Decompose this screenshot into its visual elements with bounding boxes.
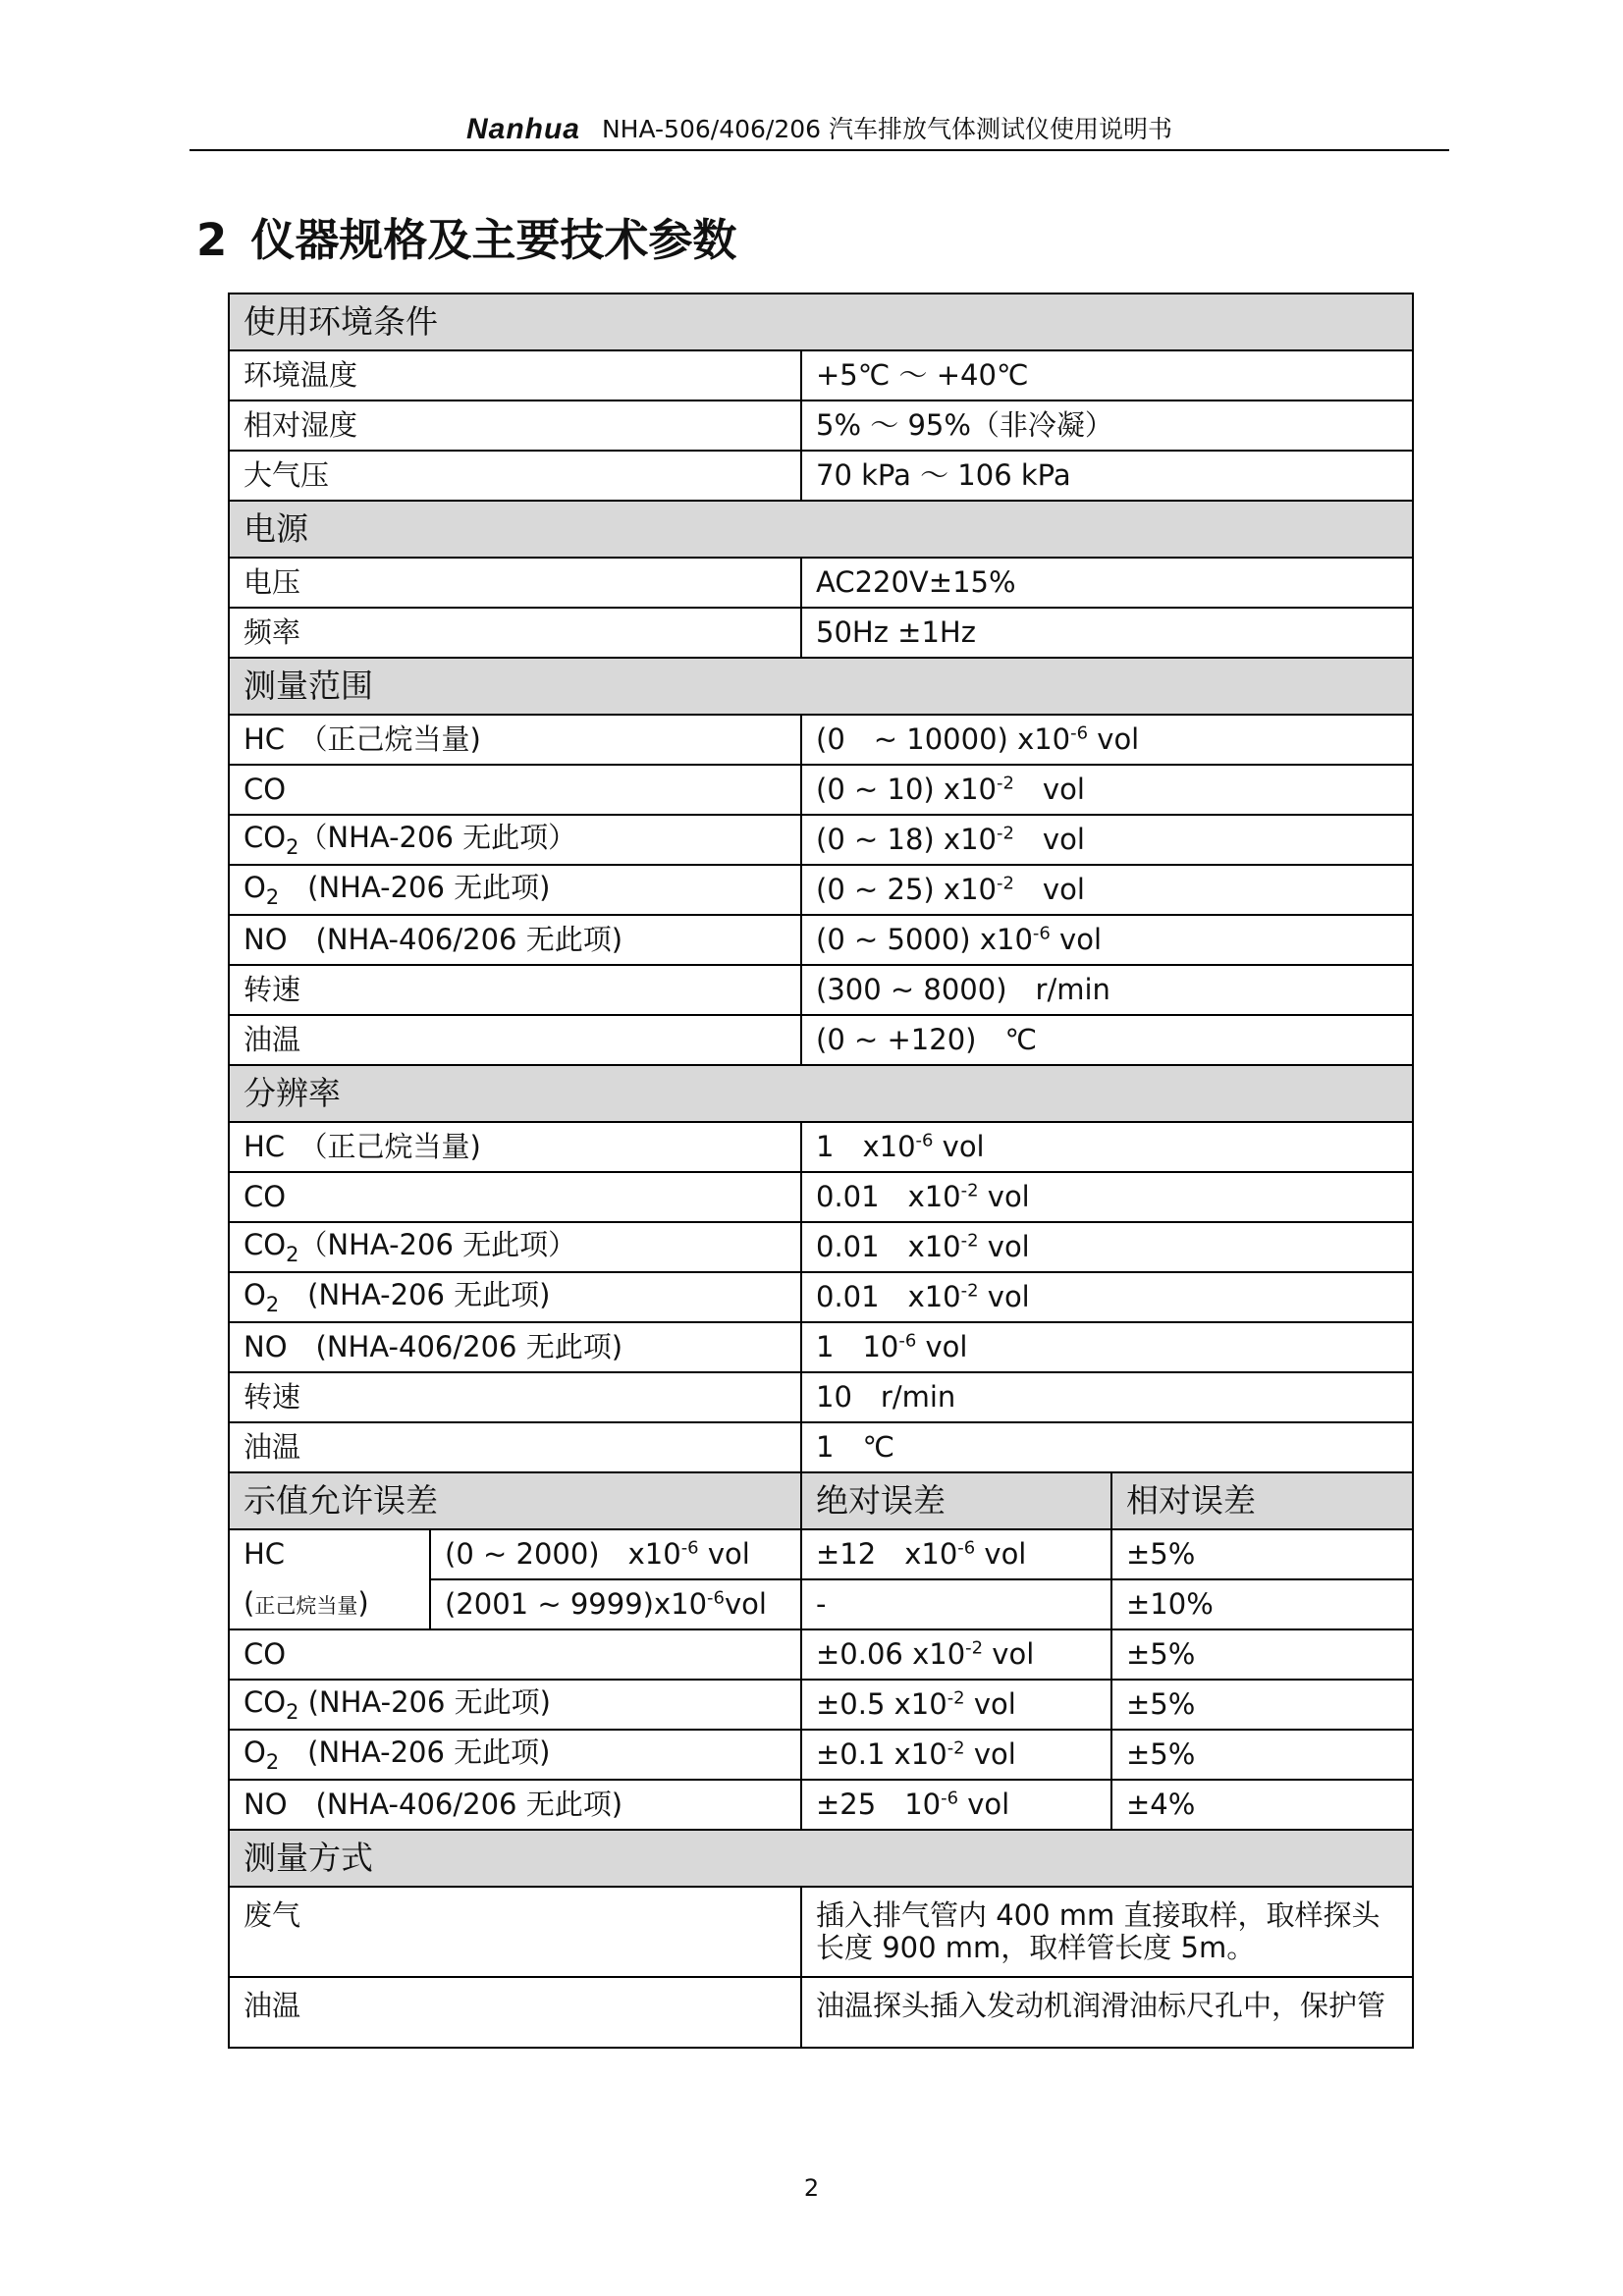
- param-value: 50Hz ±1Hz: [801, 608, 1413, 658]
- param-label: 电压: [229, 558, 801, 608]
- superscript: -2: [960, 1230, 979, 1252]
- param-label: 大气压: [229, 451, 801, 501]
- param-label: $CO_2$ (NHA-206 无此项): [229, 1680, 801, 1730]
- column-header-relative: 相对误差: [1111, 1472, 1413, 1529]
- absolute-error: ±0.06 $x10^{-2}$ vol: [801, 1629, 1111, 1680]
- superscript: -2: [965, 1637, 984, 1659]
- param-value: 10 r/min: [801, 1372, 1413, 1422]
- subscript: 2: [265, 1292, 280, 1316]
- section-title: [196, 211, 736, 270]
- param-value: 5% ～ 95%（非冷凝）: [801, 400, 1413, 451]
- category-row-error: [229, 1472, 1413, 1529]
- page-number: 2: [803, 2174, 820, 2202]
- superscript: -6: [898, 1330, 917, 1352]
- superscript: -2: [997, 823, 1014, 844]
- table-row: [229, 765, 1413, 815]
- absolute-error: ±12 $x10^{-6}$ vol: [801, 1529, 1111, 1579]
- param-label: CO: [229, 765, 801, 815]
- param-label: 油温: [229, 1015, 801, 1065]
- superscript: -2: [997, 873, 1014, 894]
- table-row: [229, 451, 1413, 501]
- param-label: NO (NHA-406/206 无此项): [229, 915, 801, 965]
- param-label: NO (NHA-406/206 无此项): [229, 1780, 801, 1830]
- table-row: [229, 815, 1413, 865]
- nanhua-logo: Nanhua: [465, 113, 580, 145]
- table-row: [229, 1629, 1413, 1680]
- relative-error: ±4%: [1111, 1780, 1413, 1830]
- param-label: 废气: [229, 1887, 801, 1977]
- param-value: 插入排气管内 400 mm 直接取样，取样探头长度 900 mm，取样管长度 5m。: [801, 1887, 1413, 1977]
- category-title: 分辨率: [229, 1065, 1413, 1122]
- param-range: (0 ~ 2000) $x10^{-6}$ vol: [430, 1529, 801, 1579]
- subscript: 2: [265, 1749, 280, 1774]
- param-label: 油温: [229, 1422, 801, 1472]
- table-row: [229, 1579, 1413, 1629]
- param-value: (0 ~ 18) $x10^{-2}$ vol: [801, 815, 1413, 865]
- param-label: 油温: [229, 1977, 801, 2048]
- table-row: [229, 1322, 1413, 1372]
- table-row: [229, 1372, 1413, 1422]
- superscript: -6: [957, 1537, 976, 1559]
- param-label: $CO_2(NHA-206$ 无此项）: [229, 815, 801, 865]
- category-title: 使用环境条件: [229, 294, 1413, 350]
- absolute-error: ±0.5 $x10^{-2}$ vol: [801, 1680, 1111, 1730]
- section-heading: 仪器规格及主要技术参数: [250, 214, 737, 266]
- small-note: 正己烷当量: [254, 1594, 358, 1619]
- table-row: [229, 1680, 1413, 1730]
- param-value: (0 ~ +120) ℃: [801, 1015, 1413, 1065]
- param-value: 1 ℃: [801, 1422, 1413, 1472]
- spec-table: [228, 293, 1414, 2049]
- param-value: AC220V±15%: [801, 558, 1413, 608]
- table-row: [229, 1529, 1413, 1579]
- category-title: 测量范围: [229, 658, 1413, 715]
- absolute-error: ±25 $10^{-6}$ vol: [801, 1780, 1111, 1830]
- absolute-error: -: [801, 1579, 1111, 1629]
- category-title: 测量方式: [229, 1830, 1413, 1887]
- subscript: 2: [286, 1242, 299, 1266]
- table-row: [229, 1272, 1413, 1322]
- table-row: [229, 1730, 1413, 1780]
- table-row: [229, 1222, 1413, 1272]
- table-row: [229, 1780, 1413, 1830]
- category-row-method: [229, 1830, 1413, 1887]
- running-header: [189, 108, 1449, 151]
- category-row-env: [229, 294, 1413, 350]
- param-value: 1 $x10^{-6}$ vol: [801, 1122, 1413, 1172]
- document-title: NHA-506/406/206 汽车排放气体测试仪使用说明书: [601, 115, 1173, 143]
- absolute-error: ±0.1 $x10^{-2}$ vol: [801, 1730, 1111, 1780]
- superscript: -2: [960, 1280, 979, 1302]
- param-label: HC （正己烷当量): [229, 1122, 801, 1172]
- superscript: -2: [960, 1180, 979, 1201]
- relative-error: ±10%: [1111, 1579, 1413, 1629]
- relative-error: ±5%: [1111, 1680, 1413, 1730]
- table-row: [229, 558, 1413, 608]
- param-label: NO (NHA-406/206 无此项): [229, 1322, 801, 1372]
- column-header-absolute: 绝对误差: [801, 1472, 1111, 1529]
- param-label: 频率: [229, 608, 801, 658]
- table-row: [229, 1172, 1413, 1222]
- section-number: 2: [196, 214, 228, 266]
- table-row: [229, 715, 1413, 765]
- category-row-range: [229, 658, 1413, 715]
- subscript: 2: [265, 884, 280, 909]
- param-value: (0 ~ 10000) $x10^{-6}$ vol: [801, 715, 1413, 765]
- param-value: 70 kPa ～ 106 kPa: [801, 451, 1413, 501]
- category-title: 电源: [229, 501, 1413, 558]
- table-row: [229, 1422, 1413, 1472]
- relative-error: ±5%: [1111, 1629, 1413, 1680]
- table-row: [229, 1887, 1413, 1977]
- subscript: 2: [286, 1699, 299, 1724]
- param-value: 0.01 $x10^{-2}$ vol: [801, 1222, 1413, 1272]
- table-row: [229, 350, 1413, 400]
- param-label-note: (正己烷当量): [229, 1579, 430, 1629]
- category-title: 示值允许误差: [229, 1472, 801, 1529]
- superscript: -2: [947, 1737, 965, 1759]
- param-label: 相对湿度: [229, 400, 801, 451]
- table-row: [229, 965, 1413, 1015]
- param-label: HC （正己烷当量): [229, 715, 801, 765]
- param-label: $CO_2(NHA-206$ 无此项）: [229, 1222, 801, 1272]
- param-value: (0 ~ 10) $x10^{-2}$ vol: [801, 765, 1413, 815]
- superscript: -6: [915, 1130, 934, 1151]
- superscript: -6: [680, 1537, 699, 1559]
- param-label: 转速: [229, 1372, 801, 1422]
- superscript: -6: [1070, 722, 1089, 744]
- param-value: 0.01 $x10^{-2}$ vol: [801, 1272, 1413, 1322]
- param-label: $O_2$ (NHA-206 无此项): [229, 865, 801, 915]
- superscript: -2: [947, 1687, 965, 1709]
- param-label: 转速: [229, 965, 801, 1015]
- table-row: [229, 1122, 1413, 1172]
- param-label: 环境温度: [229, 350, 801, 400]
- param-value: 油温探头插入发动机润滑油标尺孔中，保护管: [801, 1977, 1413, 2048]
- superscript: -6: [941, 1788, 959, 1809]
- param-label: HC: [229, 1529, 430, 1579]
- param-range: (2001 ~ $9999)x10^{-6}vol$: [430, 1579, 801, 1629]
- table-row: [229, 1977, 1413, 2048]
- category-row-power: [229, 501, 1413, 558]
- superscript: -6: [707, 1587, 725, 1609]
- param-value: 0.01 $x10^{-2}$ vol: [801, 1172, 1413, 1222]
- param-value: (0 ~ 25) $x10^{-2}$ vol: [801, 865, 1413, 915]
- param-label: $O_2$ (NHA-206 无此项): [229, 1730, 801, 1780]
- table-row: [229, 1015, 1413, 1065]
- table-row: [229, 400, 1413, 451]
- table-row: [229, 915, 1413, 965]
- table-row: [229, 608, 1413, 658]
- param-label: CO: [229, 1629, 801, 1680]
- param-value: 1 $10^{-6}$ vol: [801, 1322, 1413, 1372]
- superscript: -6: [1032, 923, 1051, 944]
- category-row-resolution: [229, 1065, 1413, 1122]
- subscript: 2: [286, 834, 299, 859]
- param-label: CO: [229, 1172, 801, 1222]
- param-label: $O_2$ (NHA-206 无此项): [229, 1272, 801, 1322]
- relative-error: ±5%: [1111, 1529, 1413, 1579]
- param-value: (300 ~ 8000) r/min: [801, 965, 1413, 1015]
- param-value: (0 ~ 5000) $x10^{-6}$ vol: [801, 915, 1413, 965]
- param-value: +5℃ ～ +40℃: [801, 350, 1413, 400]
- superscript: -2: [997, 773, 1014, 794]
- table-row: [229, 865, 1413, 915]
- relative-error: ±5%: [1111, 1730, 1413, 1780]
